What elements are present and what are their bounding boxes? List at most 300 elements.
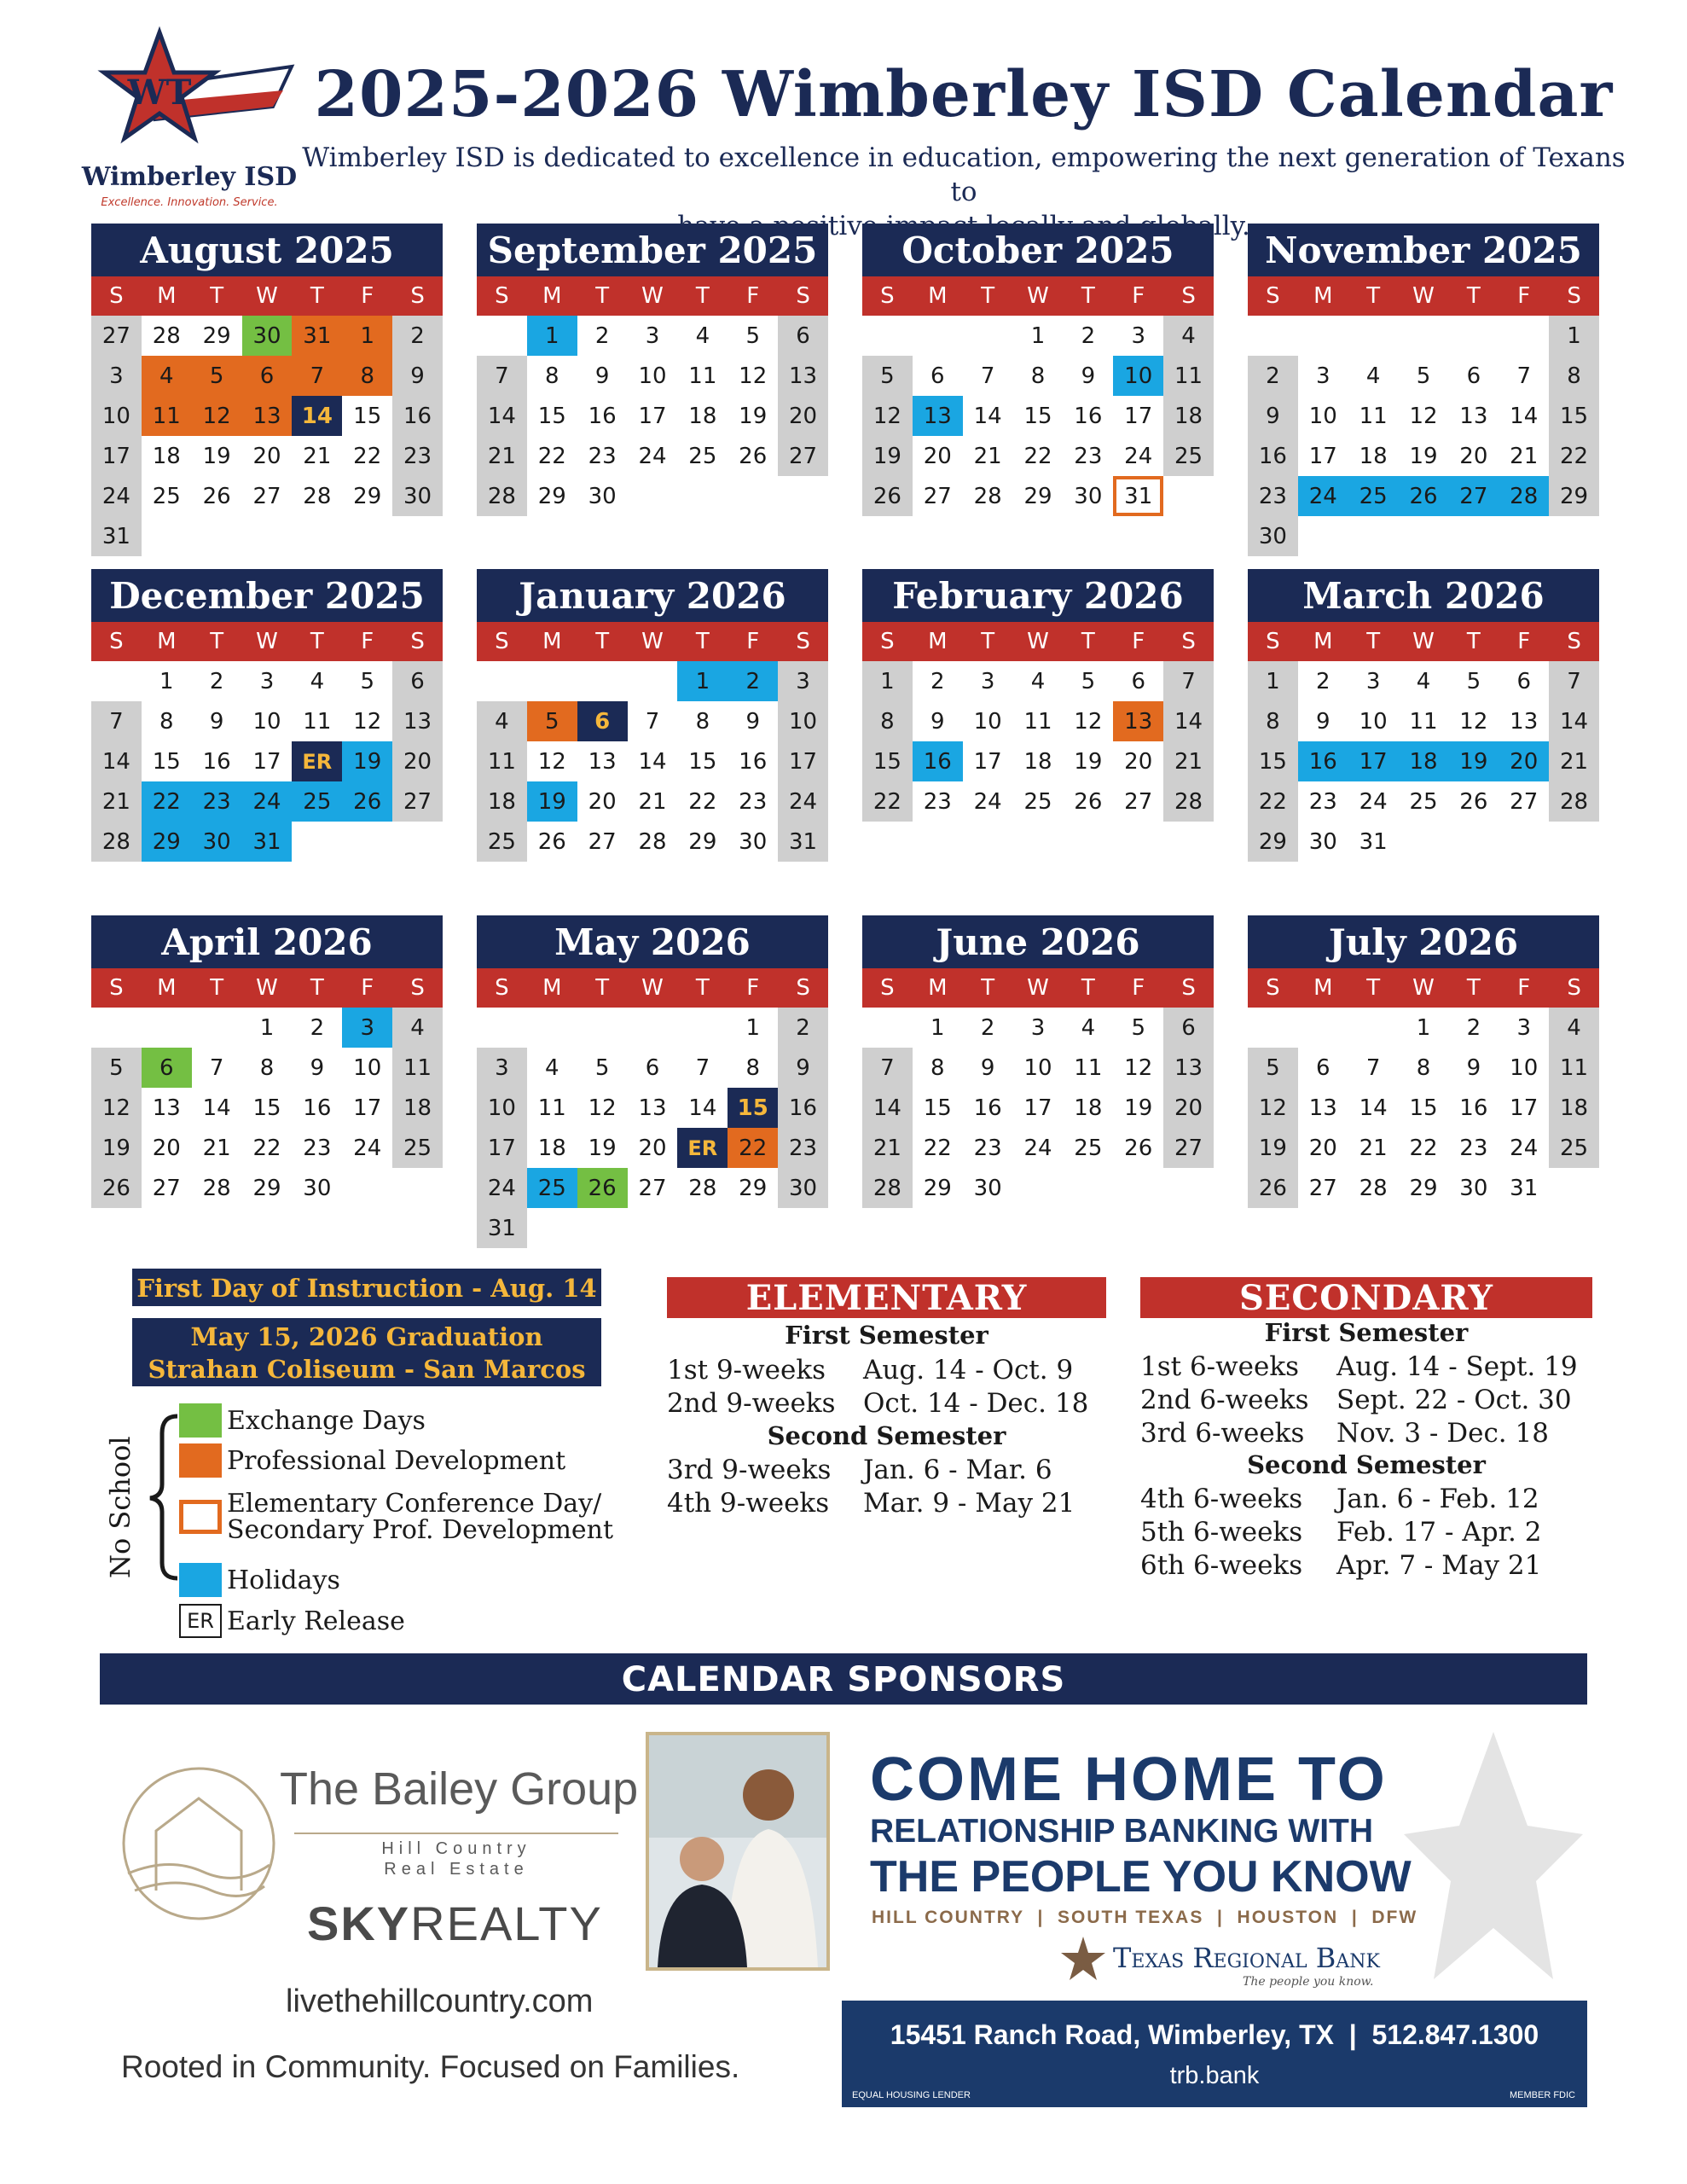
empty-day — [1499, 516, 1549, 556]
day-cell: 3 — [980, 668, 995, 694]
weekday-label: S — [109, 975, 124, 1001]
day-cell: 30 — [392, 476, 443, 516]
day-cell: 23 — [778, 1128, 828, 1168]
weekday-header — [862, 622, 1214, 661]
day-cell: 10 — [353, 1054, 382, 1081]
weekday-label: M — [157, 975, 177, 1001]
day-cell: 26 — [1248, 1168, 1298, 1208]
weekday-label: T — [210, 629, 224, 654]
day-cell: 22 — [537, 443, 566, 469]
empty-day — [1399, 316, 1449, 356]
weekday-label: W — [1412, 629, 1435, 654]
bailey-group-ad — [111, 1732, 740, 2090]
day-cell: 2 — [1081, 322, 1096, 349]
empty-day — [192, 1008, 242, 1048]
empty-day — [728, 1208, 778, 1248]
day-cell: 2 — [778, 1008, 828, 1048]
day-cell: 9 — [1466, 1054, 1481, 1081]
day-cell: 11 — [392, 1048, 443, 1088]
holiday-swatch — [179, 1563, 222, 1597]
day-cell: 28 — [1499, 476, 1549, 516]
day-cell: 11 — [1163, 356, 1214, 396]
day-cell: 29 — [202, 322, 231, 349]
day-cell: 23 — [1459, 1135, 1488, 1161]
day-cell: 7 — [1549, 661, 1599, 701]
weekday-label: T — [210, 975, 224, 1001]
day-cell: 8 — [1416, 1054, 1431, 1081]
day-cell: 15 — [252, 1095, 281, 1121]
weekday-label: S — [109, 283, 124, 309]
day-cell: 5 — [192, 356, 242, 396]
empty-day — [392, 822, 443, 862]
day-cell: 7 — [1163, 661, 1214, 701]
empty-day — [778, 476, 828, 516]
day-cell: 21 — [1359, 1135, 1388, 1161]
day-cell: 3 — [778, 661, 828, 701]
day-cell: 27 — [152, 1175, 181, 1201]
day-cell: 28 — [477, 476, 527, 516]
first-day-banner: First Day of Instruction - Aug. 14 — [132, 1269, 601, 1306]
day-cell: 13 — [1163, 1048, 1214, 1088]
day-cell: 22 — [252, 1135, 281, 1161]
day-grid — [1248, 316, 1599, 556]
day-grid — [1248, 1008, 1599, 1208]
empty-day — [527, 661, 577, 701]
day-cell: 5 — [91, 1048, 142, 1088]
bank-headline-1: COME HOME TO — [870, 1745, 1388, 1814]
day-cell: 25 — [688, 443, 717, 469]
day-cell: 18 — [1163, 396, 1214, 436]
month-block — [862, 224, 1214, 516]
day-grid — [91, 661, 443, 862]
day-cell: 19 — [1124, 1095, 1153, 1121]
elementary-row — [667, 1455, 1052, 1485]
month-title: May 2026 — [477, 915, 828, 968]
day-cell: 19 — [739, 403, 768, 429]
day-cell: 24 — [1124, 443, 1153, 469]
day-cell: 5 — [745, 322, 760, 349]
no-school-bracket — [94, 1436, 145, 1595]
day-cell: 3 — [1030, 1014, 1046, 1041]
day-cell: 20 — [252, 443, 281, 469]
day-cell: 15 — [152, 748, 181, 775]
empty-day — [292, 516, 342, 556]
day-cell: 6 — [1516, 668, 1531, 694]
day-cell: 28 — [303, 483, 332, 509]
day-cell: 1 — [259, 1014, 275, 1041]
weekday-label: M — [542, 283, 562, 309]
weekday-label: S — [1567, 283, 1581, 309]
day-cell: 28 — [202, 1175, 231, 1201]
day-cell: 1 — [677, 661, 728, 701]
month-block — [862, 915, 1214, 1208]
day-cell: 14 — [477, 396, 527, 436]
weekday-label: T — [1466, 975, 1481, 1001]
weekday-label: T — [981, 629, 995, 654]
weekday-label: S — [1266, 975, 1280, 1001]
conference-line-1: Elementary Conference Day/ — [227, 1489, 602, 1519]
bank-url[interactable]: trb.bank — [1169, 2062, 1260, 2089]
day-cell: 25 — [1023, 788, 1052, 815]
weekday-label: T — [1081, 629, 1095, 654]
weekday-label: S — [1266, 283, 1280, 309]
day-cell: 29 — [142, 822, 192, 862]
day-cell: 23 — [973, 1135, 1002, 1161]
day-cell: 26 — [862, 476, 913, 516]
day-cell: 30 — [303, 1175, 332, 1201]
day-cell: 20 — [923, 443, 952, 469]
day-cell: 16 — [303, 1095, 332, 1121]
month-title: September 2025 — [477, 224, 828, 276]
weekday-label: T — [695, 629, 710, 654]
legend-label: Early Release — [227, 1606, 405, 1636]
day-cell: 19 — [527, 781, 577, 822]
day-cell: 12 — [1409, 403, 1438, 429]
day-cell: 21 — [1510, 443, 1539, 469]
day-cell: 11 — [303, 708, 332, 735]
day-cell: 22 — [1023, 443, 1052, 469]
day-cell: 13 — [1459, 403, 1488, 429]
day-cell: 21 — [91, 781, 142, 822]
empty-day — [392, 516, 443, 556]
day-cell: 11 — [537, 1095, 566, 1121]
day-cell: 12 — [1248, 1088, 1298, 1128]
day-cell: 9 — [1316, 708, 1330, 735]
empty-day — [1298, 516, 1348, 556]
day-grid — [477, 661, 828, 862]
month-title: July 2026 — [1248, 915, 1599, 968]
weekday-label: S — [410, 283, 425, 309]
day-cell: 14 — [688, 1095, 717, 1121]
month-title: February 2026 — [862, 569, 1214, 622]
day-cell: 23 — [1248, 476, 1298, 516]
day-cell: 30 — [973, 1175, 1002, 1201]
weekday-label: S — [1181, 283, 1196, 309]
day-cell: 29 — [688, 828, 717, 855]
day-cell: 15 — [862, 741, 913, 781]
day-cell: 16 — [392, 396, 443, 436]
day-cell: 12 — [91, 1088, 142, 1128]
month-title: January 2026 — [477, 569, 828, 622]
bailey-subtitle-1: Hill Country — [381, 1839, 531, 1858]
member-fdic: MEMBER FDIC — [1510, 2090, 1575, 2100]
day-cell: 31 — [242, 822, 293, 862]
day-cell: 4 — [142, 356, 192, 396]
day-cell: 25 — [477, 822, 527, 862]
weekday-label: W — [1412, 975, 1435, 1001]
weekday-label: T — [1366, 283, 1381, 309]
day-cell: 23 — [392, 436, 443, 476]
weekday-label: W — [641, 975, 664, 1001]
period-dates: Jan. 6 - Feb. 12 — [1336, 1484, 1539, 1514]
day-cell: 30 — [242, 316, 293, 356]
weekday-label: T — [1366, 975, 1381, 1001]
weekday-label: T — [1466, 283, 1481, 309]
day-cell: 19 — [1448, 741, 1499, 781]
day-cell: 5 — [862, 356, 913, 396]
empty-day — [1499, 822, 1549, 862]
weekday-label: F — [746, 283, 760, 309]
day-cell: 17 — [353, 1095, 382, 1121]
day-cell: 11 — [142, 396, 192, 436]
day-cell: 27 — [638, 1175, 667, 1201]
weekday-label: F — [361, 975, 374, 1001]
weekday-label: T — [310, 283, 324, 309]
day-cell: 15 — [923, 1095, 952, 1121]
legend-exchange-days — [179, 1402, 426, 1439]
day-cell: 30 — [1459, 1175, 1488, 1201]
day-cell: 2 — [209, 668, 224, 694]
day-cell: 31 — [1113, 476, 1163, 516]
weekday-label: T — [695, 975, 710, 1001]
weekday-label: S — [1181, 975, 1196, 1001]
day-cell: 7 — [292, 356, 342, 396]
day-cell: 17 — [91, 436, 142, 476]
weekday-label: S — [880, 975, 895, 1001]
day-cell: 4 — [477, 701, 527, 741]
weekday-label: T — [981, 975, 995, 1001]
empty-day — [1013, 1168, 1064, 1208]
weekday-label: T — [595, 629, 610, 654]
weekday-label: F — [1517, 283, 1531, 309]
period-label: 3rd 9-weeks — [667, 1455, 832, 1485]
day-cell: 2 — [1248, 356, 1298, 396]
empty-day — [342, 1168, 392, 1208]
day-cell: 26 — [1074, 788, 1103, 815]
day-cell: 21 — [303, 443, 332, 469]
weekday-label: S — [410, 975, 425, 1001]
equal-housing-lender: EQUAL HOUSING LENDER — [852, 2090, 971, 2100]
day-cell: 8 — [930, 1054, 945, 1081]
day-cell: 20 — [392, 741, 443, 781]
day-cell: 25 — [1163, 436, 1214, 476]
day-cell: 31 — [292, 316, 342, 356]
day-cell: 7 — [980, 363, 995, 389]
day-cell: 28 — [638, 828, 667, 855]
day-cell: 30 — [1308, 828, 1337, 855]
sky-realty-logo — [307, 1896, 603, 1951]
day-cell: 18 — [1074, 1095, 1103, 1121]
weekday-header — [477, 276, 828, 316]
day-cell: 24 — [353, 1135, 382, 1161]
day-cell: 19 — [1409, 443, 1438, 469]
bank-name: Texas Regional Bank — [1113, 1942, 1380, 1974]
elementary-first-semester: First Semester — [785, 1321, 988, 1350]
day-grid — [1248, 661, 1599, 862]
day-cell: 2 — [594, 322, 610, 349]
day-cell: 15 — [1023, 403, 1052, 429]
empty-day — [1113, 1168, 1163, 1208]
day-cell: 25 — [1549, 1128, 1599, 1168]
elementary-row — [667, 1355, 1074, 1385]
day-cell: 4 — [392, 1008, 443, 1048]
day-cell: 28 — [1549, 781, 1599, 822]
early-release-day: ER — [292, 741, 342, 781]
day-cell: 24 — [1023, 1135, 1052, 1161]
weekday-label: T — [595, 283, 610, 309]
day-cell: 13 — [913, 396, 963, 436]
empty-day — [577, 1208, 628, 1248]
secondary-row — [1140, 1418, 1549, 1449]
day-cell: 11 — [1023, 708, 1052, 735]
day-cell: 17 — [973, 748, 1002, 775]
day-grid — [477, 1008, 828, 1248]
period-label: 1st 9-weeks — [667, 1355, 826, 1385]
day-cell: 14 — [1510, 403, 1539, 429]
period-label: 4th 9-weeks — [667, 1488, 830, 1519]
empty-day — [577, 661, 628, 701]
weekday-label: M — [928, 975, 948, 1001]
day-cell: 8 — [862, 701, 913, 741]
empty-day — [913, 316, 963, 356]
legend-label: Exchange Days — [227, 1405, 426, 1436]
day-cell: 6 — [577, 701, 628, 741]
day-cell: 28 — [973, 483, 1002, 509]
empty-day — [1549, 822, 1599, 862]
day-cell: 9 — [209, 708, 224, 735]
month-title: August 2025 — [91, 224, 443, 276]
period-dates: Aug. 14 - Sept. 19 — [1336, 1351, 1578, 1382]
empty-day — [392, 1168, 443, 1208]
day-cell: 14 — [973, 403, 1002, 429]
day-cell: 7 — [862, 1048, 913, 1088]
day-cell: 16 — [778, 1088, 828, 1128]
weekday-label: M — [542, 629, 562, 654]
pd-swatch — [179, 1443, 222, 1478]
empty-day — [1448, 822, 1499, 862]
day-cell: 22 — [142, 781, 192, 822]
day-cell: 19 — [1248, 1128, 1298, 1168]
weekday-label: S — [796, 629, 810, 654]
day-cell: 3 — [477, 1048, 527, 1088]
empty-day — [778, 1208, 828, 1248]
period-dates: Jan. 6 - Mar. 6 — [863, 1455, 1052, 1485]
day-cell: 15 — [1409, 1095, 1438, 1121]
day-cell: 24 — [638, 443, 667, 469]
day-cell: 21 — [477, 436, 527, 476]
day-cell: 1 — [527, 316, 577, 356]
day-cell: 19 — [1074, 748, 1103, 775]
day-cell: 22 — [1549, 436, 1599, 476]
day-cell: 5 — [1081, 668, 1096, 694]
empty-day — [527, 1008, 577, 1048]
day-cell: 30 — [739, 828, 768, 855]
day-cell: 12 — [588, 1095, 617, 1121]
day-cell: 1 — [745, 1014, 760, 1041]
legend-professional-development — [179, 1442, 565, 1479]
day-cell: 26 — [202, 483, 231, 509]
day-cell: 29 — [1248, 822, 1298, 862]
day-cell: 23 — [923, 788, 952, 815]
empty-day — [1348, 516, 1399, 556]
day-cell: 11 — [1409, 708, 1438, 735]
day-cell: 7 — [91, 701, 142, 741]
house-logo-icon — [118, 1763, 280, 1925]
weekday-label: T — [595, 975, 610, 1001]
day-cell: 20 — [152, 1135, 181, 1161]
day-cell: 17 — [1308, 443, 1337, 469]
day-cell: 23 — [1074, 443, 1103, 469]
day-cell: 28 — [862, 1168, 913, 1208]
day-cell: 23 — [303, 1135, 332, 1161]
day-cell: 17 — [1510, 1095, 1539, 1121]
secondary-first-semester: First Semester — [1264, 1318, 1469, 1347]
weekday-label: T — [981, 283, 995, 309]
day-cell: 12 — [1074, 708, 1103, 735]
day-cell: 18 — [1549, 1088, 1599, 1128]
day-cell: 31 — [778, 822, 828, 862]
day-cell: 8 — [745, 1054, 760, 1081]
day-cell: 22 — [1409, 1135, 1438, 1161]
day-cell: 22 — [688, 788, 717, 815]
day-cell: 26 — [1399, 476, 1449, 516]
day-cell: 6 — [1466, 363, 1481, 389]
day-cell: 9 — [310, 1054, 325, 1081]
day-cell: 8 — [342, 356, 392, 396]
day-cell: 5 — [594, 1054, 610, 1081]
agent-photo — [646, 1732, 830, 1971]
weekday-label: W — [641, 629, 664, 654]
day-cell: 25 — [1074, 1135, 1103, 1161]
day-cell: 19 — [862, 436, 913, 476]
day-cell: 24 — [1510, 1135, 1539, 1161]
day-cell: 26 — [577, 1168, 628, 1208]
day-cell: 10 — [778, 701, 828, 741]
day-cell: 4 — [695, 322, 710, 349]
day-cell: 29 — [1409, 1175, 1438, 1201]
weekday-label: T — [310, 629, 324, 654]
month-block — [862, 569, 1214, 822]
weekday-header — [91, 968, 443, 1008]
day-cell: 10 — [477, 1088, 527, 1128]
empty-day — [1248, 316, 1298, 356]
empty-day — [677, 1208, 728, 1248]
day-cell: 8 — [1030, 363, 1046, 389]
weekday-label: S — [796, 283, 810, 309]
bailey-website[interactable]: livethehillcountry.com — [286, 1984, 594, 2019]
day-cell: 13 — [588, 748, 617, 775]
day-cell: 25 — [1409, 788, 1438, 815]
legend-label: Professional Development — [227, 1445, 566, 1476]
day-cell: 27 — [923, 483, 952, 509]
day-cell: 26 — [537, 828, 566, 855]
weekday-label: S — [1266, 629, 1280, 654]
weekday-label: F — [361, 629, 374, 654]
day-cell: 31 — [1359, 828, 1388, 855]
day-cell: 20 — [1308, 1135, 1337, 1161]
day-cell: 14 — [292, 396, 342, 436]
day-cell: 8 — [1248, 701, 1298, 741]
day-cell: 12 — [192, 396, 242, 436]
day-cell: 16 — [1248, 436, 1298, 476]
day-cell: 21 — [202, 1135, 231, 1161]
weekday-header — [862, 968, 1214, 1008]
empty-day — [1399, 516, 1449, 556]
day-cell: 16 — [973, 1095, 1002, 1121]
month-title: March 2026 — [1248, 569, 1599, 622]
bailey-group-name: The Bailey Group — [280, 1763, 639, 1815]
day-cell: 18 — [1399, 741, 1449, 781]
day-cell: 24 — [477, 1168, 527, 1208]
month-title: October 2025 — [862, 224, 1214, 276]
secondary-row — [1140, 1385, 1572, 1415]
day-cell: 12 — [739, 363, 768, 389]
conference-swatch — [179, 1500, 222, 1534]
period-label: 6th 6-weeks — [1140, 1550, 1303, 1581]
day-cell: 27 — [778, 436, 828, 476]
day-cell: 27 — [1308, 1175, 1337, 1201]
day-cell: 12 — [1459, 708, 1488, 735]
